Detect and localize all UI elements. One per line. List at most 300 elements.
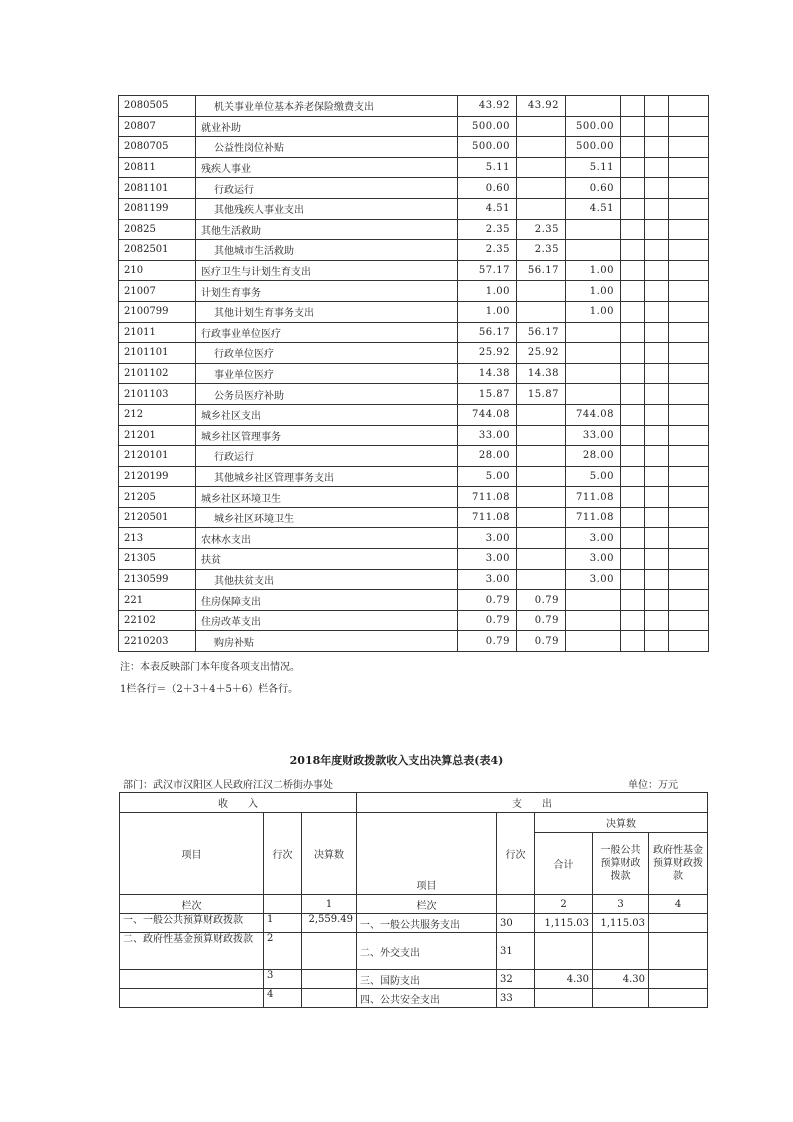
expense-item: 三、国防支出 <box>357 970 497 989</box>
row-col-1: 56.17 <box>517 322 566 343</box>
lanci-blank-2 <box>497 895 535 914</box>
income-item: 一、一般公共预算财政拨款 <box>120 914 264 933</box>
row-col-5 <box>669 137 709 158</box>
row-col-2: 5.00 <box>566 466 621 487</box>
row-total: 15.87 <box>458 384 517 405</box>
row-col-5 <box>669 446 709 467</box>
row-name: 住房改革支出 <box>196 610 458 631</box>
table-row <box>119 549 709 570</box>
row-col-4 <box>645 240 669 261</box>
row-name: 其他扶贫支出 <box>196 569 458 590</box>
row-col-1 <box>517 404 566 425</box>
row-name: 城乡社区环境卫生 <box>196 507 458 528</box>
row-code: 2082501 <box>119 240 196 261</box>
expense-gov-fund <box>649 933 708 970</box>
row-code: 2120501 <box>119 507 196 528</box>
row-col-3 <box>621 590 645 611</box>
row-code: 2120199 <box>119 466 196 487</box>
row-name: 行政单位医疗 <box>196 343 458 364</box>
row-name: 残疾人事业 <box>196 157 458 178</box>
table-row <box>119 178 709 199</box>
row-code: 210 <box>119 260 196 281</box>
row-col-1: 25.92 <box>517 343 566 364</box>
income-item-header: 项目 <box>120 813 264 895</box>
row-col-5 <box>669 198 709 219</box>
income-amount <box>302 970 357 989</box>
row-col-1 <box>517 137 566 158</box>
lanci-label-2: 栏次 <box>357 895 497 914</box>
row-col-5 <box>669 157 709 178</box>
row-col-2 <box>566 96 621 117</box>
row-col-1: 15.87 <box>517 384 566 405</box>
row-total: 3.00 <box>458 569 517 590</box>
row-name: 行政运行 <box>196 446 458 467</box>
row-col-1 <box>517 528 566 549</box>
row-name: 行政事业单位医疗 <box>196 322 458 343</box>
table4-title: 2018年度财政拨款收入支出决算总表(表4) <box>289 754 504 767</box>
row-col-3 <box>621 528 645 549</box>
table-row <box>119 260 709 281</box>
row-name: 机关事业单位基本养老保险缴费支出 <box>196 96 458 117</box>
row-col-2 <box>566 240 621 261</box>
row-col-2: 5.11 <box>566 157 621 178</box>
expense-header: 支 出 <box>357 793 708 813</box>
row-total: 711.08 <box>458 487 517 508</box>
row-col-5 <box>669 528 709 549</box>
expense-total: 1,115.03 <box>535 914 593 933</box>
table-row <box>119 96 709 117</box>
row-col-2: 28.00 <box>566 446 621 467</box>
row-col-5 <box>669 569 709 590</box>
row-col-2 <box>566 590 621 611</box>
table-row <box>119 322 709 343</box>
row-col-4 <box>645 425 669 446</box>
row-total: 56.17 <box>458 322 517 343</box>
row-total: 500.00 <box>458 137 517 158</box>
table-row <box>119 507 709 528</box>
row-col-3 <box>621 610 645 631</box>
row-total: 5.11 <box>458 157 517 178</box>
row-code: 2210203 <box>119 631 196 652</box>
table-row <box>119 343 709 364</box>
row-col-3 <box>621 446 645 467</box>
row-col-2 <box>566 384 621 405</box>
row-code: 2081101 <box>119 178 196 199</box>
row-code: 21007 <box>119 281 196 302</box>
expense-row-no: 30 <box>497 914 535 933</box>
table-row <box>119 301 709 322</box>
row-col-3 <box>621 240 645 261</box>
row-name: 城乡社区支出 <box>196 404 458 425</box>
row-total: 0.79 <box>458 631 517 652</box>
income-amount <box>302 933 357 970</box>
row-col-1: 43.92 <box>517 96 566 117</box>
row-col-5 <box>669 384 709 405</box>
table-row <box>119 198 709 219</box>
income-item <box>120 970 264 989</box>
income-amount-header: 决算数 <box>302 813 357 895</box>
row-col-3 <box>621 157 645 178</box>
expense-general-budget: 1,115.03 <box>593 914 649 933</box>
row-total: 33.00 <box>458 425 517 446</box>
row-col-5 <box>669 116 709 137</box>
row-col-2 <box>566 322 621 343</box>
row-col-4 <box>645 322 669 343</box>
col-3-label: 3 <box>593 895 649 914</box>
row-col-3 <box>621 301 645 322</box>
row-col-4 <box>645 590 669 611</box>
note-line-1: 注：本表反映部门本年度各项支出情况。 <box>120 662 300 673</box>
row-col-2 <box>566 219 621 240</box>
row-col-5 <box>669 404 709 425</box>
row-col-3 <box>621 137 645 158</box>
row-col-4 <box>645 446 669 467</box>
row-col-4 <box>645 116 669 137</box>
row-col-1 <box>517 569 566 590</box>
row-col-2: 3.00 <box>566 569 621 590</box>
row-col-1: 2.35 <box>517 219 566 240</box>
table-row <box>119 116 709 137</box>
expense-row-no: 32 <box>497 970 535 989</box>
row-col-5 <box>669 507 709 528</box>
expense-row-no: 31 <box>497 933 535 970</box>
row-name: 城乡社区管理事务 <box>196 425 458 446</box>
row-col-1: 2.35 <box>517 240 566 261</box>
table-row <box>119 363 709 384</box>
row-col-4 <box>645 260 669 281</box>
general-budget-header: 一般公共预算财政拨款 <box>593 833 649 895</box>
row-code: 20811 <box>119 157 196 178</box>
row-col-5 <box>669 219 709 240</box>
row-name: 就业补助 <box>196 116 458 137</box>
row-col-4 <box>645 281 669 302</box>
row-code: 2081199 <box>119 198 196 219</box>
row-col-4 <box>645 219 669 240</box>
table-row <box>119 631 709 652</box>
row-col-3 <box>621 631 645 652</box>
note-line-2: 1栏各行＝（2＋3＋4＋5＋6）栏各行。 <box>120 684 299 695</box>
row-col-4 <box>645 549 669 570</box>
row-total: 1.00 <box>458 281 517 302</box>
row-col-5 <box>669 240 709 261</box>
row-col-4 <box>645 569 669 590</box>
row-code: 22102 <box>119 610 196 631</box>
col-4-label: 4 <box>649 895 708 914</box>
table-row <box>119 404 709 425</box>
row-name: 其他残疾人事业支出 <box>196 198 458 219</box>
table-row <box>119 425 709 446</box>
table-row <box>120 914 708 933</box>
row-code: 2100799 <box>119 301 196 322</box>
row-col-5 <box>669 178 709 199</box>
row-total: 0.79 <box>458 610 517 631</box>
row-code: 21205 <box>119 487 196 508</box>
row-total: 2.35 <box>458 219 517 240</box>
row-col-2: 4.51 <box>566 198 621 219</box>
table-row <box>119 384 709 405</box>
row-col-4 <box>645 384 669 405</box>
row-name: 城乡社区环境卫生 <box>196 487 458 508</box>
row-name: 农林水支出 <box>196 528 458 549</box>
income-row-no: 2 <box>264 933 302 970</box>
row-col-1 <box>517 281 566 302</box>
row-col-3 <box>621 198 645 219</box>
row-col-4 <box>645 487 669 508</box>
lanci-label: 栏次 <box>120 895 264 914</box>
row-col-2: 744.08 <box>566 404 621 425</box>
row-total: 0.79 <box>458 590 517 611</box>
row-col-2: 1.00 <box>566 260 621 281</box>
row-col-1 <box>517 487 566 508</box>
row-col-2: 711.08 <box>566 487 621 508</box>
row-code: 2101102 <box>119 363 196 384</box>
row-total: 744.08 <box>458 404 517 425</box>
row-col-1 <box>517 549 566 570</box>
income-row-no: 1 <box>264 914 302 933</box>
row-col-2: 500.00 <box>566 116 621 137</box>
expense-general-budget: 4.30 <box>593 970 649 989</box>
row-col-5 <box>669 322 709 343</box>
row-col-4 <box>645 301 669 322</box>
row-col-5 <box>669 590 709 611</box>
row-col-5 <box>669 260 709 281</box>
lanci-blank <box>264 895 302 914</box>
row-name: 计划生育事务 <box>196 281 458 302</box>
table-row <box>119 281 709 302</box>
table-row <box>119 137 709 158</box>
unit-label: 单位：万元 <box>628 780 678 791</box>
row-col-1 <box>517 116 566 137</box>
expense-item-header: 项目 <box>357 813 497 895</box>
row-col-2 <box>566 363 621 384</box>
expense-gov-fund <box>649 989 708 1008</box>
row-col-3 <box>621 178 645 199</box>
fiscal-summary-table <box>119 792 708 1008</box>
row-total: 28.00 <box>458 446 517 467</box>
row-col-5 <box>669 96 709 117</box>
total-header: 合计 <box>535 833 593 895</box>
row-code: 2101101 <box>119 343 196 364</box>
table-row <box>120 970 708 989</box>
row-code: 213 <box>119 528 196 549</box>
row-col-5 <box>669 363 709 384</box>
row-col-2 <box>566 631 621 652</box>
row-col-4 <box>645 528 669 549</box>
income-row-no: 4 <box>264 989 302 1008</box>
row-col-4 <box>645 198 669 219</box>
row-code: 221 <box>119 590 196 611</box>
row-name: 公益性岗位补贴 <box>196 137 458 158</box>
row-col-2: 33.00 <box>566 425 621 446</box>
table-row <box>119 569 709 590</box>
row-name: 行政运行 <box>196 178 458 199</box>
row-col-3 <box>621 96 645 117</box>
row-col-3 <box>621 281 645 302</box>
row-col-2 <box>566 343 621 364</box>
row-name: 其他城市生活救助 <box>196 240 458 261</box>
expenditure-table <box>118 95 709 652</box>
row-col-2 <box>566 610 621 631</box>
row-col-4 <box>645 363 669 384</box>
row-total: 57.17 <box>458 260 517 281</box>
income-item: 二、政府性基金预算财政拨款 <box>120 933 264 970</box>
expense-gov-fund <box>649 970 708 989</box>
row-col-1: 14.38 <box>517 363 566 384</box>
row-name: 公务员医疗补助 <box>196 384 458 405</box>
row-col-3 <box>621 260 645 281</box>
row-col-4 <box>645 466 669 487</box>
income-item <box>120 989 264 1008</box>
row-col-2: 1.00 <box>566 301 621 322</box>
row-code: 21011 <box>119 322 196 343</box>
table-row <box>119 446 709 467</box>
row-col-1: 56.17 <box>517 260 566 281</box>
row-code: 2101103 <box>119 384 196 405</box>
row-col-2: 3.00 <box>566 549 621 570</box>
row-code: 2080705 <box>119 137 196 158</box>
row-name: 事业单位医疗 <box>196 363 458 384</box>
row-name: 其他计划生育事务支出 <box>196 301 458 322</box>
col-1-label: 1 <box>302 895 357 914</box>
row-col-1 <box>517 507 566 528</box>
row-col-3 <box>621 404 645 425</box>
expense-total: 4.30 <box>535 970 593 989</box>
col-2-label: 2 <box>535 895 593 914</box>
table-row <box>119 219 709 240</box>
row-col-3 <box>621 569 645 590</box>
row-total: 25.92 <box>458 343 517 364</box>
table-row <box>119 157 709 178</box>
row-col-3 <box>621 507 645 528</box>
row-col-3 <box>621 116 645 137</box>
expense-row-no-header: 行次 <box>497 813 535 895</box>
row-col-5 <box>669 549 709 570</box>
row-total: 3.00 <box>458 528 517 549</box>
row-col-1: 0.79 <box>517 590 566 611</box>
row-col-3 <box>621 466 645 487</box>
row-col-2: 0.60 <box>566 178 621 199</box>
expense-item: 四、公共安全支出 <box>357 989 497 1008</box>
row-total: 0.60 <box>458 178 517 199</box>
row-code: 212 <box>119 404 196 425</box>
row-name: 其他生活救助 <box>196 219 458 240</box>
table-row <box>119 240 709 261</box>
row-name: 住房保障支出 <box>196 590 458 611</box>
row-col-2: 500.00 <box>566 137 621 158</box>
table-row <box>120 933 708 970</box>
row-col-2: 711.08 <box>566 507 621 528</box>
row-col-1 <box>517 446 566 467</box>
table-row <box>119 590 709 611</box>
row-col-4 <box>645 343 669 364</box>
gov-fund-header: 政府性基金预算财政拨款 <box>649 833 708 895</box>
row-code: 21305 <box>119 549 196 570</box>
row-col-1 <box>517 425 566 446</box>
row-col-1 <box>517 466 566 487</box>
row-total: 43.92 <box>458 96 517 117</box>
row-col-3 <box>621 219 645 240</box>
row-col-5 <box>669 281 709 302</box>
row-col-1: 0.79 <box>517 631 566 652</box>
row-col-2: 1.00 <box>566 281 621 302</box>
row-name: 其他城乡社区管理事务支出 <box>196 466 458 487</box>
row-col-4 <box>645 157 669 178</box>
row-col-1 <box>517 301 566 322</box>
row-code: 20825 <box>119 219 196 240</box>
income-amount <box>302 989 357 1008</box>
income-row-no-header: 行次 <box>264 813 302 895</box>
row-col-4 <box>645 610 669 631</box>
income-header: 收 入 <box>120 793 357 813</box>
row-total: 14.38 <box>458 363 517 384</box>
department-label: 部门：武汉市汉阳区人民政府江汉二桥街办事处 <box>123 780 333 791</box>
row-col-4 <box>645 507 669 528</box>
row-col-3 <box>621 384 645 405</box>
expense-item: 二、外交支出 <box>357 933 497 970</box>
expense-gov-fund <box>649 914 708 933</box>
row-total: 500.00 <box>458 116 517 137</box>
row-col-5 <box>669 301 709 322</box>
row-code: 20807 <box>119 116 196 137</box>
row-code: 2130599 <box>119 569 196 590</box>
row-col-5 <box>669 631 709 652</box>
juesuan-header: 决算数 <box>535 813 708 833</box>
expense-total <box>535 933 593 970</box>
row-col-4 <box>645 137 669 158</box>
row-total: 711.08 <box>458 507 517 528</box>
row-col-5 <box>669 425 709 446</box>
row-col-1 <box>517 157 566 178</box>
row-name: 购房补贴 <box>196 631 458 652</box>
income-row-no: 3 <box>264 970 302 989</box>
row-col-5 <box>669 487 709 508</box>
expense-total <box>535 989 593 1008</box>
expense-item: 一、一般公共服务支出 <box>357 914 497 933</box>
row-total: 2.35 <box>458 240 517 261</box>
row-col-3 <box>621 322 645 343</box>
row-col-3 <box>621 343 645 364</box>
row-col-1 <box>517 178 566 199</box>
expense-row-no: 33 <box>497 989 535 1008</box>
row-col-5 <box>669 466 709 487</box>
row-total: 5.00 <box>458 466 517 487</box>
row-col-3 <box>621 425 645 446</box>
row-col-4 <box>645 96 669 117</box>
table-row <box>119 610 709 631</box>
expense-general-budget <box>593 989 649 1008</box>
row-col-3 <box>621 487 645 508</box>
row-code: 2080505 <box>119 96 196 117</box>
row-name: 医疗卫生与计划生育支出 <box>196 260 458 281</box>
table-row <box>119 466 709 487</box>
expense-general-budget <box>593 933 649 970</box>
row-total: 1.00 <box>458 301 517 322</box>
table-row <box>120 989 708 1008</box>
row-total: 3.00 <box>458 549 517 570</box>
row-col-1 <box>517 198 566 219</box>
table-row <box>119 528 709 549</box>
row-col-4 <box>645 631 669 652</box>
row-name: 扶贫 <box>196 549 458 570</box>
row-col-4 <box>645 178 669 199</box>
row-col-1: 0.79 <box>517 610 566 631</box>
row-col-4 <box>645 404 669 425</box>
row-col-5 <box>669 343 709 364</box>
row-col-5 <box>669 610 709 631</box>
income-amount: 2,559.49 <box>302 914 357 933</box>
table-row <box>119 487 709 508</box>
row-col-3 <box>621 549 645 570</box>
